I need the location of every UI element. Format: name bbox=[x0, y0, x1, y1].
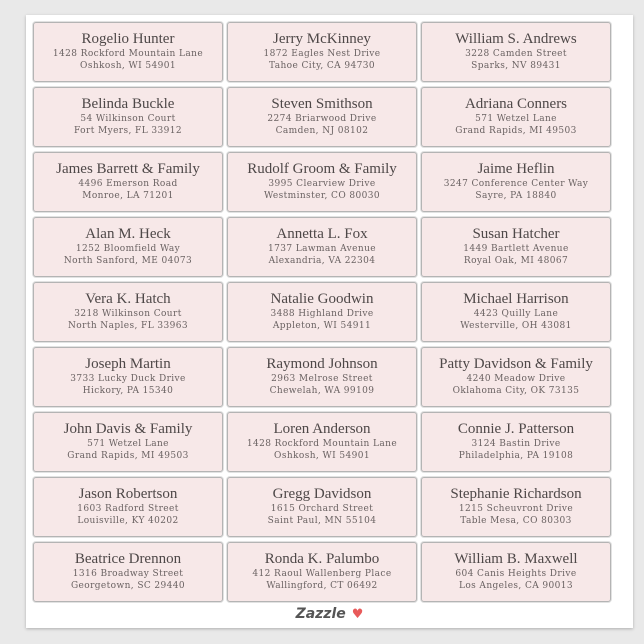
city-state-zip: Oklahoma City, OK 73135 bbox=[452, 386, 580, 396]
address-label bbox=[227, 477, 417, 537]
address-label bbox=[33, 412, 223, 472]
address-label bbox=[227, 152, 417, 212]
address-label bbox=[421, 347, 611, 407]
address-label bbox=[33, 87, 223, 147]
city-state-zip: Chewelah, WA 99109 bbox=[269, 386, 375, 396]
street-address: 1252 Bloomfield Way bbox=[75, 244, 181, 254]
recipient-name: Jerry McKinney bbox=[273, 31, 371, 47]
street-address: 1428 Rockford Mountain Lane bbox=[246, 439, 398, 449]
address-label bbox=[421, 282, 611, 342]
city-state-zip: Philadelphia, PA 19108 bbox=[458, 451, 574, 461]
heart-icon: ♥ bbox=[351, 606, 364, 622]
footer bbox=[26, 606, 633, 622]
city-state-zip: Alexandria, VA 22304 bbox=[268, 256, 376, 266]
recipient-name: Adriana Conners bbox=[464, 96, 568, 112]
city-state-zip: North Sanford, ME 04073 bbox=[63, 256, 193, 266]
street-address: 3247 Conference Center Way bbox=[443, 179, 589, 189]
recipient-name: William B. Maxwell bbox=[454, 551, 578, 567]
address-label bbox=[227, 217, 417, 277]
street-address: 1615 Orchard Street bbox=[270, 504, 374, 514]
city-state-zip: Westerville, OH 43081 bbox=[460, 321, 572, 331]
address-label bbox=[33, 477, 223, 537]
recipient-name: Patty Davidson & Family bbox=[439, 356, 593, 372]
city-state-zip: Georgetown, SC 29440 bbox=[70, 581, 186, 591]
street-address: 1449 Bartlett Avenue bbox=[463, 244, 569, 254]
street-address: 3218 Wilkinson Court bbox=[74, 309, 182, 319]
city-state-zip: North Naples, FL 33963 bbox=[68, 321, 188, 331]
recipient-name: Connie J. Patterson bbox=[457, 421, 575, 437]
address-label bbox=[227, 22, 417, 82]
address-label bbox=[421, 217, 611, 277]
city-state-zip: Los Angeles, CA 90013 bbox=[458, 581, 574, 591]
city-state-zip: Tahoe City, CA 94730 bbox=[269, 61, 375, 71]
address-label bbox=[421, 22, 611, 82]
street-address: 1428 Rockford Mountain Lane bbox=[52, 49, 204, 59]
city-state-zip: Monroe, LA 71201 bbox=[82, 191, 174, 201]
address-label bbox=[227, 282, 417, 342]
address-label bbox=[33, 22, 223, 82]
address-label bbox=[227, 347, 417, 407]
city-state-zip: Oshkosh, WI 54901 bbox=[80, 61, 176, 71]
address-label bbox=[33, 152, 223, 212]
address-label bbox=[33, 282, 223, 342]
city-state-zip: Appleton, WI 54911 bbox=[272, 321, 372, 331]
recipient-name: Gregg Davidson bbox=[272, 486, 372, 502]
recipient-name: Belinda Buckle bbox=[81, 96, 175, 112]
city-state-zip: Westminster, CO 80030 bbox=[263, 191, 381, 201]
recipient-name: Natalie Goodwin bbox=[270, 291, 374, 307]
address-label bbox=[421, 87, 611, 147]
street-address: 54 Wilkinson Court bbox=[80, 114, 176, 124]
street-address: 3228 Camden Street bbox=[465, 49, 567, 59]
recipient-name: John Davis & Family bbox=[63, 421, 193, 437]
recipient-name: Jaime Heflin bbox=[477, 161, 555, 177]
recipient-name: Beatrice Drennon bbox=[74, 551, 182, 567]
recipient-name: Vera K. Hatch bbox=[85, 291, 171, 307]
city-state-zip: Hickory, PA 15340 bbox=[82, 386, 174, 396]
city-state-zip: Table Mesa, CO 80303 bbox=[460, 516, 572, 526]
street-address: 1316 Broadway Street bbox=[72, 569, 184, 579]
street-address: 1215 Scheuvront Drive bbox=[458, 504, 574, 514]
address-label bbox=[227, 542, 417, 602]
city-state-zip: Sparks, NV 89431 bbox=[471, 61, 561, 71]
address-label bbox=[227, 412, 417, 472]
sticker-sheet bbox=[26, 15, 633, 628]
street-address: 1603 Radford Street bbox=[77, 504, 179, 514]
city-state-zip: Camden, NJ 08102 bbox=[275, 126, 369, 136]
recipient-name: William S. Andrews bbox=[455, 31, 577, 47]
street-address: 3995 Clearview Drive bbox=[268, 179, 376, 189]
recipient-name: Annetta L. Fox bbox=[276, 226, 368, 242]
street-address: 1737 Lawman Avenue bbox=[267, 244, 377, 254]
street-address: 3733 Lucky Duck Drive bbox=[70, 374, 186, 384]
city-state-zip: Sayre, PA 18840 bbox=[475, 191, 557, 201]
recipient-name: Michael Harrison bbox=[463, 291, 569, 307]
label-grid bbox=[33, 22, 611, 602]
city-state-zip: Fort Myers, FL 33912 bbox=[74, 126, 182, 136]
street-address: 4496 Emerson Road bbox=[78, 179, 178, 189]
recipient-name: Rudolf Groom & Family bbox=[247, 161, 397, 177]
address-label bbox=[421, 412, 611, 472]
street-address: 4240 Meadow Drive bbox=[466, 374, 566, 384]
street-address: 1872 Eagles Nest Drive bbox=[263, 49, 381, 59]
recipient-name: Susan Hatcher bbox=[472, 226, 560, 242]
recipient-name: Stephanie Richardson bbox=[450, 486, 582, 502]
address-label bbox=[227, 87, 417, 147]
street-address: 2274 Briarwood Drive bbox=[267, 114, 377, 124]
street-address: 604 Canis Heights Drive bbox=[455, 569, 577, 579]
city-state-zip: Grand Rapids, MI 49503 bbox=[67, 451, 189, 461]
city-state-zip: Grand Rapids, MI 49503 bbox=[455, 126, 577, 136]
city-state-zip: Oshkosh, WI 54901 bbox=[274, 451, 370, 461]
city-state-zip: Wallingford, CT 06492 bbox=[266, 581, 378, 591]
street-address: 2963 Melrose Street bbox=[271, 374, 373, 384]
recipient-name: Ronda K. Palumbo bbox=[264, 551, 380, 567]
recipient-name: Joseph Martin bbox=[85, 356, 171, 372]
street-address: 571 Wetzel Lane bbox=[87, 439, 169, 449]
street-address: 571 Wetzel Lane bbox=[475, 114, 557, 124]
recipient-name: Loren Anderson bbox=[273, 421, 371, 437]
brand-logo: Zazzle bbox=[295, 606, 346, 622]
address-label bbox=[421, 152, 611, 212]
address-label bbox=[421, 542, 611, 602]
street-address: 3124 Bastin Drive bbox=[471, 439, 561, 449]
city-state-zip: Saint Paul, MN 55104 bbox=[267, 516, 377, 526]
recipient-name: Raymond Johnson bbox=[266, 356, 378, 372]
city-state-zip: Louisville, KY 40202 bbox=[77, 516, 179, 526]
recipient-name: Steven Smithson bbox=[271, 96, 373, 112]
street-address: 4423 Quilly Lane bbox=[473, 309, 559, 319]
address-label bbox=[33, 217, 223, 277]
address-label bbox=[33, 347, 223, 407]
city-state-zip: Royal Oak, MI 48067 bbox=[463, 256, 569, 266]
address-label bbox=[33, 542, 223, 602]
recipient-name: Alan M. Heck bbox=[85, 226, 171, 242]
address-label bbox=[421, 477, 611, 537]
recipient-name: James Barrett & Family bbox=[56, 161, 200, 177]
recipient-name: Jason Robertson bbox=[78, 486, 178, 502]
street-address: 3488 Highland Drive bbox=[270, 309, 374, 319]
recipient-name: Rogelio Hunter bbox=[81, 31, 175, 47]
street-address: 412 Raoul Wallenberg Place bbox=[252, 569, 392, 579]
